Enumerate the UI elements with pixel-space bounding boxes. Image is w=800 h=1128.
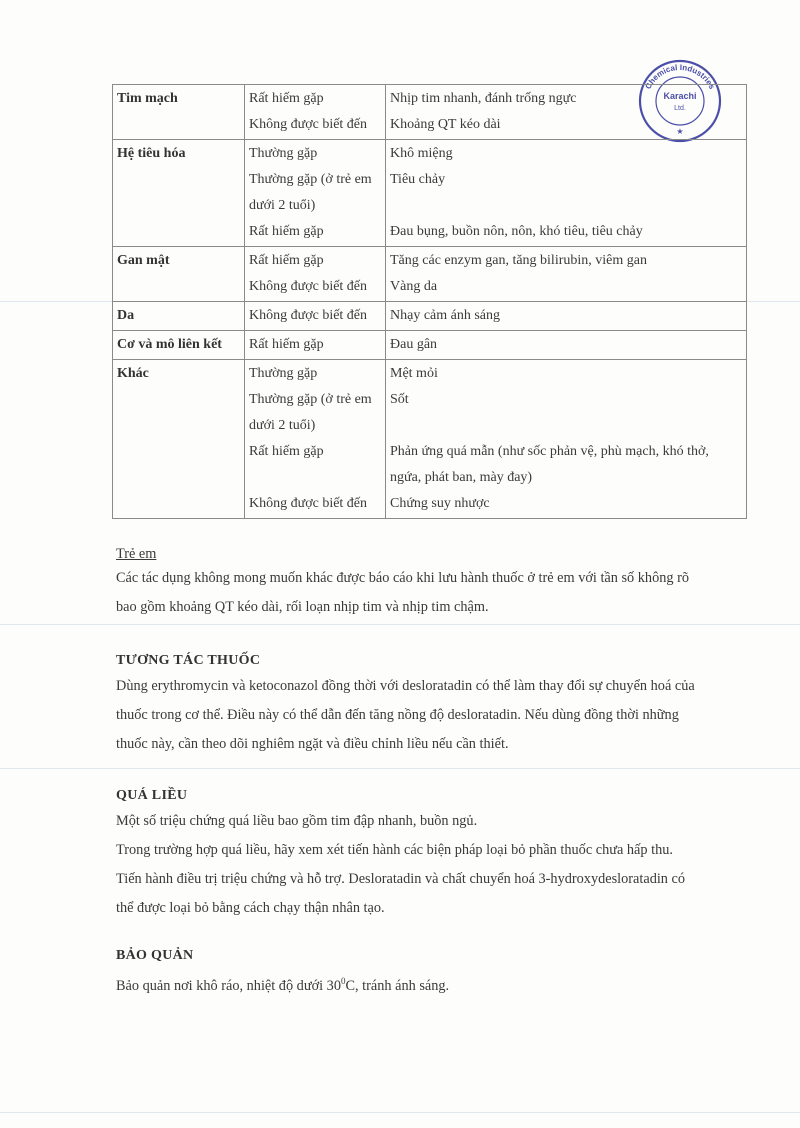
frequency-text: Thường gặp — [249, 146, 318, 161]
effect-cell — [386, 331, 747, 360]
overdose-text-line: Tiến hành điều trị triệu chứng và hỗ trợ. Desloratadin và chất chuyển hoá 3-hydroxydesloratadin có — [116, 871, 686, 887]
effect-text: ngứa, phát ban, mày đay) — [390, 470, 533, 485]
effect-text: Nhịp tim nhanh, đánh trống ngực — [390, 91, 577, 106]
frequency-cell — [245, 85, 386, 140]
frequency-text: Thường gặp (ở trẻ em — [249, 172, 372, 187]
frequency-text: Thường gặp — [249, 366, 318, 381]
effect-cell — [386, 247, 747, 302]
effect-cell — [386, 85, 747, 140]
effect-text: Đau bụng, buồn nôn, nôn, khó tiêu, tiêu chảy — [390, 224, 643, 239]
overdose-heading: QUÁ LIỀU — [116, 788, 188, 803]
effect-cell — [386, 140, 747, 247]
interactions-heading: TƯƠNG TÁC THUỐC — [116, 653, 261, 668]
effect-text: Tiêu chảy — [390, 172, 446, 187]
overdose-text-line: Một số triệu chứng quá liều bao gồm tim đập nhanh, buồn ngủ. — [116, 813, 478, 829]
interactions-text-line: thuốc trong cơ thể. Điều này có thể dẫn đến tăng nồng độ desloratadin. Nếu dùng đồng thời những — [116, 707, 679, 723]
children-subheading: Trẻ em — [116, 546, 157, 562]
effect-cell — [386, 302, 747, 331]
frequency-text: dưới 2 tuổi) — [249, 198, 316, 213]
adverse-row — [113, 140, 747, 247]
frequency-text: Rất hiếm gặp — [249, 253, 324, 268]
scan-artifact — [0, 624, 800, 625]
effect-cell — [386, 360, 747, 519]
interactions-text-line: Dùng erythromycin và ketoconazol đồng thời với desloratadin có thể làm thay đổi sự chuyển hoá của — [116, 678, 695, 694]
organ-system-cell: Da — [113, 302, 245, 331]
frequency-text: Không được biết đến — [249, 496, 368, 511]
children-text-line: bao gồm khoảng QT kéo dài, rối loạn nhịp tim và nhịp tim chậm. — [116, 599, 489, 615]
scan-artifact — [0, 768, 800, 769]
frequency-cell — [245, 302, 386, 331]
adverse-row — [113, 360, 747, 519]
frequency-cell — [245, 247, 386, 302]
storage-heading: BẢO QUẢN — [116, 948, 194, 963]
interactions-section — [116, 650, 756, 759]
stamp-center-text: Karachi — [663, 91, 697, 101]
frequency-text: Rất hiếm gặp — [249, 337, 324, 352]
frequency-text: Không được biết đến — [249, 117, 368, 132]
stamp-bottom-text: Ltd. — [674, 105, 686, 112]
effect-text: Vàng da — [390, 279, 438, 294]
adverse-row — [113, 302, 747, 331]
effect-text: Phản ứng quá mẫn (như sốc phản vệ, phù mạch, khó thở, — [390, 444, 709, 459]
frequency-text — [249, 465, 382, 491]
effect-text: Đau gân — [390, 337, 438, 352]
storage-text-main: Bảo quản nơi khô ráo, nhiệt độ dưới 30 — [116, 977, 341, 994]
children-section — [116, 546, 756, 622]
frequency-cell — [245, 331, 386, 360]
frequency-text: Không được biết đến — [249, 308, 368, 323]
overdose-section — [116, 785, 756, 923]
adverse-effects-table — [112, 84, 747, 519]
overdose-text-line: thể được loại bỏ bằng cách chạy thận nhân tạo. — [116, 900, 385, 916]
frequency-text: Rất hiếm gặp — [249, 91, 324, 106]
star-icon: ★ — [676, 127, 684, 136]
effect-text: Nhạy cảm ánh sáng — [390, 308, 501, 323]
frequency-cell — [245, 360, 386, 519]
storage-text-tail: C, tránh ánh sáng. — [345, 977, 450, 994]
organ-system-cell: Cơ và mô liên kết — [113, 331, 245, 360]
effect-text — [390, 193, 743, 219]
stamp-top-text: Chemical Industries — [643, 62, 717, 91]
organ-system-cell: Hệ tiêu hóa — [113, 140, 245, 247]
storage-section — [116, 945, 756, 1001]
effect-text: Khô miệng — [390, 146, 453, 161]
effect-text: Chứng suy nhược — [390, 496, 490, 511]
frequency-text: Thường gặp (ở trẻ em — [249, 392, 372, 407]
organ-system-cell: Gan mật — [113, 247, 245, 302]
organ-system-cell: Khác — [113, 360, 245, 519]
interactions-text-line: thuốc này, cần theo dõi nghiêm ngặt và điều chỉnh liều nếu cần thiết. — [116, 736, 509, 752]
effect-text: Khoảng QT kéo dài — [390, 117, 501, 132]
overdose-text-line: Trong trường hợp quá liều, hãy xem xét tiến hành các biện pháp loại bỏ phần thuốc chưa hấp thu. — [116, 842, 673, 858]
adverse-row — [113, 331, 747, 360]
storage-text — [116, 967, 756, 1001]
adverse-row — [113, 247, 747, 302]
frequency-text: Không được biết đến — [249, 279, 368, 294]
effect-text — [390, 413, 743, 439]
storage-degree-superscript: 0 — [340, 976, 346, 986]
effect-text: Mệt mỏi — [390, 366, 438, 381]
frequency-text: Rất hiếm gặp — [249, 224, 324, 239]
frequency-text: Rất hiếm gặp — [249, 444, 324, 459]
scan-artifact — [0, 1112, 800, 1113]
frequency-cell — [245, 140, 386, 247]
effect-text: Sốt — [390, 392, 409, 407]
frequency-text: dưới 2 tuổi) — [249, 418, 316, 433]
organ-system-cell: Tim mạch — [113, 85, 245, 140]
effect-text: Tăng các enzym gan, tăng bilirubin, viêm gan — [390, 253, 647, 268]
adverse-row — [113, 85, 747, 140]
children-text-line: Các tác dụng không mong muốn khác được báo cáo khi lưu hành thuốc ở trẻ em với tần số không rõ — [116, 570, 689, 586]
